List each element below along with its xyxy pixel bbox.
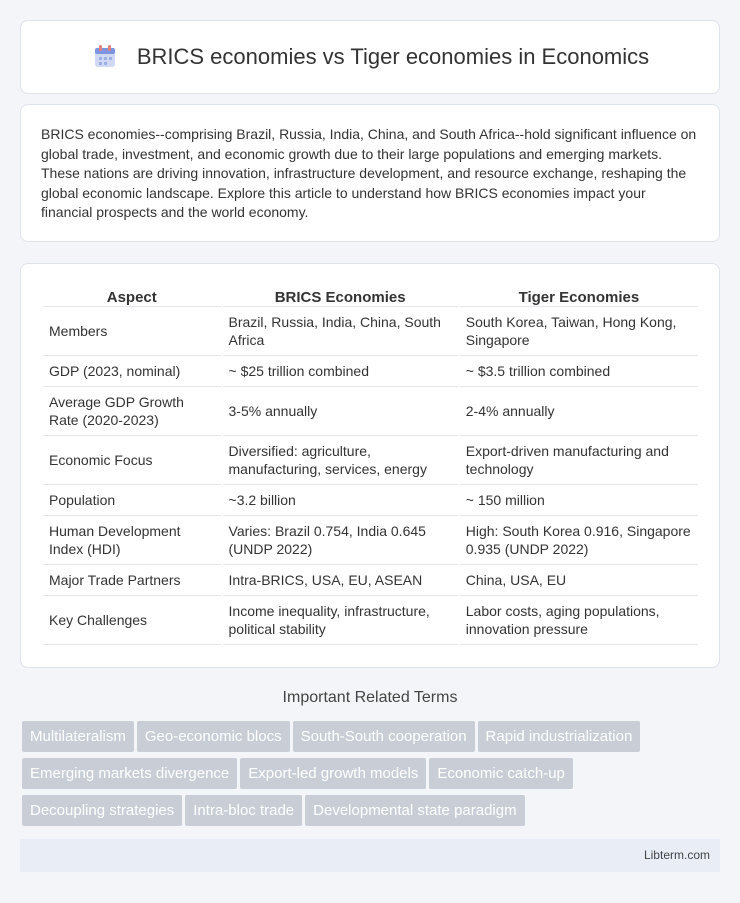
cell-tiger: ~ 150 million <box>460 485 698 516</box>
related-term-tag[interactable]: Economic catch-up <box>429 758 573 789</box>
cell-aspect: Major Trade Partners <box>43 565 221 596</box>
cell-brics: Brazil, Russia, India, China, South Africa <box>223 307 458 356</box>
related-term-tag[interactable]: Emerging markets divergence <box>22 758 237 789</box>
table-row <box>43 516 698 565</box>
cell-tiger: South Korea, Taiwan, Hong Kong, Singapore <box>460 307 698 356</box>
related-term-tag[interactable]: Intra-bloc trade <box>185 795 302 826</box>
page-title: BRICS economies vs Tiger economies in Economics <box>136 44 650 69</box>
cell-tiger: 2-4% annually <box>460 387 698 436</box>
footer <box>20 839 720 872</box>
table-row <box>43 436 698 485</box>
calendar-icon <box>91 43 119 71</box>
header-tiger: Tiger Economies <box>460 286 698 307</box>
cell-brics: Income inequality, infrastructure, political stability <box>223 596 458 645</box>
related-term-tag[interactable]: South-South cooperation <box>293 721 475 752</box>
related-term-tag[interactable]: Rapid industrialization <box>478 721 641 752</box>
cell-aspect: Key Challenges <box>43 596 221 645</box>
table-row <box>43 356 698 387</box>
cell-aspect: Human Development Index (HDI) <box>43 516 221 565</box>
related-term-tag[interactable]: Geo-economic blocs <box>137 721 290 752</box>
table-row <box>43 387 698 436</box>
related-terms-title: Important Related Terms <box>282 689 458 706</box>
intro-card <box>20 104 720 242</box>
cell-aspect: Population <box>43 485 221 516</box>
cell-brics: Diversified: agriculture, manufacturing, services, energy <box>223 436 458 485</box>
cell-tiger: High: South Korea 0.916, Singapore 0.935 (UNDP 2022) <box>460 516 698 565</box>
table-row <box>43 565 698 596</box>
cell-aspect: Economic Focus <box>43 436 221 485</box>
header-aspect: Aspect <box>43 286 221 307</box>
table-row <box>43 596 698 645</box>
comparison-table <box>41 286 700 645</box>
cell-brics: ~ $25 trillion combined <box>223 356 458 387</box>
title-card <box>20 20 720 94</box>
table-row <box>43 307 698 356</box>
related-term-tag[interactable]: Multilateralism <box>22 721 134 752</box>
related-terms-list <box>22 721 722 832</box>
cell-tiger: Labor costs, aging populations, innovation pressure <box>460 596 698 645</box>
related-term-tag[interactable]: Export-led growth models <box>240 758 426 789</box>
table-header-row <box>43 286 698 307</box>
header-brics: BRICS Economies <box>223 286 458 307</box>
cell-tiger: ~ $3.5 trillion combined <box>460 356 698 387</box>
cell-brics: Intra-BRICS, USA, EU, ASEAN <box>223 565 458 596</box>
intro-text: BRICS economies--comprising Brazil, Russia, India, China, and South Africa--hold significant influence on global trade, investment, and economic growth due to their large populations and emerging markets. These nations are driving innovation, infrastructure development, and resource exchange, reshaping the global economic landscape. Explore this article to understand how BRICS economies impact your financial prospects and the world economy. <box>41 126 697 220</box>
cell-brics: 3-5% annually <box>223 387 458 436</box>
cell-aspect: GDP (2023, nominal) <box>43 356 221 387</box>
cell-aspect: Average GDP Growth Rate (2020-2023) <box>43 387 221 436</box>
related-term-tag[interactable]: Decoupling strategies <box>22 795 182 826</box>
cell-tiger: China, USA, EU <box>460 565 698 596</box>
cell-brics: Varies: Brazil 0.754, India 0.645 (UNDP 2022) <box>223 516 458 565</box>
table-row <box>43 485 698 516</box>
cell-aspect: Members <box>43 307 221 356</box>
footer-brand-link[interactable]: Libterm.com <box>643 848 710 862</box>
related-term-tag[interactable]: Developmental state paradigm <box>305 795 524 826</box>
comparison-card <box>20 263 720 668</box>
cell-tiger: Export-driven manufacturing and technology <box>460 436 698 485</box>
cell-brics: ~3.2 billion <box>223 485 458 516</box>
